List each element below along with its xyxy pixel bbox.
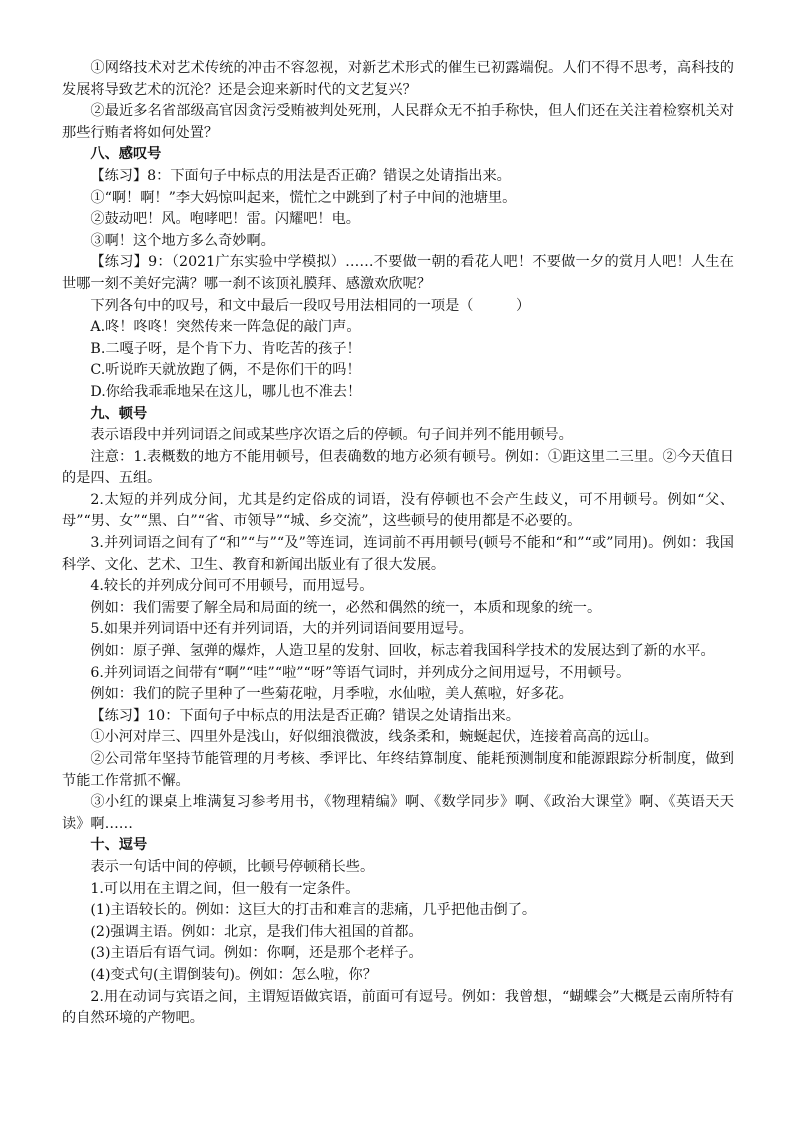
paragraph: ③啊！这个地方多么奇妙啊。	[90, 232, 275, 249]
paragraph: ②最近多名省部级高官因贪污受贿被判处死刑，人民群众无不拍手称快，但人们还在关注着检察机关对那些行贿者将如何处置？	[62, 103, 734, 141]
paragraph: (4)变式句(主谓倒装句)。例如：怎么啦，你？	[90, 966, 377, 983]
paragraph: 4.较长的并列成分间可不用顿号，而用逗号。	[90, 578, 374, 595]
paragraph: 例如：原子弹、氢弹的爆炸，人造卫星的发射、回收，标志着我国科学技术的发展达到了新的水平。	[90, 643, 715, 660]
paragraph: 2.用在动词与宾语之间，主谓短语做宾语，前面可有逗号。例如：我曾想，“蝴蝶会”大概是云南所特有的自然环境的产物吧。	[62, 988, 734, 1027]
exercise-prompt: 【练习】8：下面句子中标点的用法是否正确？错误之处请指出来。	[90, 167, 511, 184]
paragraph: 表示一句话中间的停顿，比顿号停顿稍长些。	[90, 858, 375, 875]
exercise-prompt: 【练习】10：下面句子中标点的用法是否正确？错误之处请指出来。	[90, 707, 520, 724]
section-heading: 九、顿号	[90, 405, 148, 422]
paragraph: (2)强调主语。例如：北京，是我们伟大祖国的首都。	[90, 923, 423, 940]
paragraph: 注意：1.表概数的地方不能用顿号，但表确数的地方必须有顿号。例如：①距这里二三里。②今天值日的是四、五组。	[62, 448, 734, 487]
paragraph: (1)主语较长的。例如：这巨大的打击和难言的悲痛，几乎把他击倒了。	[90, 902, 537, 919]
question: 下列各句中的叹号，和文中最后一段叹号用法相同的一项是（ ）	[90, 297, 531, 314]
paragraph: 5.如果并列词语中还有并列词语，大的并列词语间要用逗号。	[90, 621, 473, 638]
paragraph: 例如：我们需要了解全局和局面的统一，必然和偶然的统一，本质和现象的统一。	[90, 599, 602, 616]
section-heading: 十、逗号	[90, 837, 148, 854]
paragraph: (3)主语后有语气词。例如：你啊，还是那个老样子。	[90, 945, 423, 962]
paragraph: ②鼓动吧！风。咆哮吧！雷。闪耀吧！电。	[90, 211, 360, 228]
section-heading: 八、感叹号	[90, 146, 162, 163]
paragraph: 例如：我们的院子里种了一些菊花啦，月季啦，水仙啦，美人蕉啦，好多花。	[90, 686, 573, 703]
paragraph: 3.并列词语之间有了“和”“与”“及”等连词，连词前不再用顿号(顿号不能和“和”“或”同用)。例如：我国科学、文化、艺术、卫生、教育和新闻出版业有了很大发展。	[62, 535, 734, 573]
paragraph: ②公司常年坚持节能管理的月考核、季评比、年终结算制度、能耗预测制度和能源跟踪分析制度，做到节能工作常抓不懈。	[62, 751, 734, 789]
paragraph: ①“啊！啊！”李大妈惊叫起来，慌忙之中跳到了村子中间的池塘里。	[90, 189, 517, 206]
paragraph: 表示语段中并列词语之间或某些序次语之后的停顿。句子间并列不能用顿号。	[90, 427, 573, 444]
option: C.听说昨天就放跑了俩，不是你们干的吗！	[90, 362, 361, 379]
exercise-prompt: 【练习】9：（2021广东实验中学模拟）……不要做一朝的看花人吧！不要做一夕的赏月人吧！人生在世哪一刻不美好完满？哪一刹不该顶礼膜拜、感激欢欣呢？	[62, 254, 734, 292]
option: A.咚！咚咚！突然传来一阵急促的敲门声。	[90, 319, 361, 336]
paragraph: ①网络技术对艺术传统的冲击不容忽视，对新艺术形式的催生已初露端倪。人们不得不思考，高科技的发展将导致艺术的沉沦？还是会迎来新时代的文艺复兴？	[62, 60, 734, 98]
option: D.你给我乖乖地呆在这儿，哪儿也不准去！	[90, 383, 362, 400]
paragraph: ③小红的课桌上堆满复习参考用书，《物理精编》啊、《数学同步》啊、《政治大课堂》啊、《英语天天读》啊……	[62, 794, 734, 832]
paragraph: 2.太短的并列成分间，尤其是约定俗成的词语，没有停顿也不会产生歧义，可不用顿号。例如“父、母”“男、女”“黑、白”“省、市领导”“城、乡交流”，这些顿号的使用都是不必要的。	[62, 491, 734, 530]
paragraph: 1.可以用在主谓之间，但一般有一定条件。	[90, 880, 360, 897]
paragraph: ①小河对岸三、四里外是浅山，好似细浪微波，线条柔和，蜿蜒起伏，连接着高高的远山。	[90, 729, 658, 746]
option: B.二嘎子呀，是个肯下力、肯吃苦的孩子！	[90, 340, 361, 357]
paragraph: 6.并列词语之间带有“啊”“哇”“啦”“呀”等语气词时，并列成分之间用逗号，不用顿号。	[90, 664, 631, 681]
